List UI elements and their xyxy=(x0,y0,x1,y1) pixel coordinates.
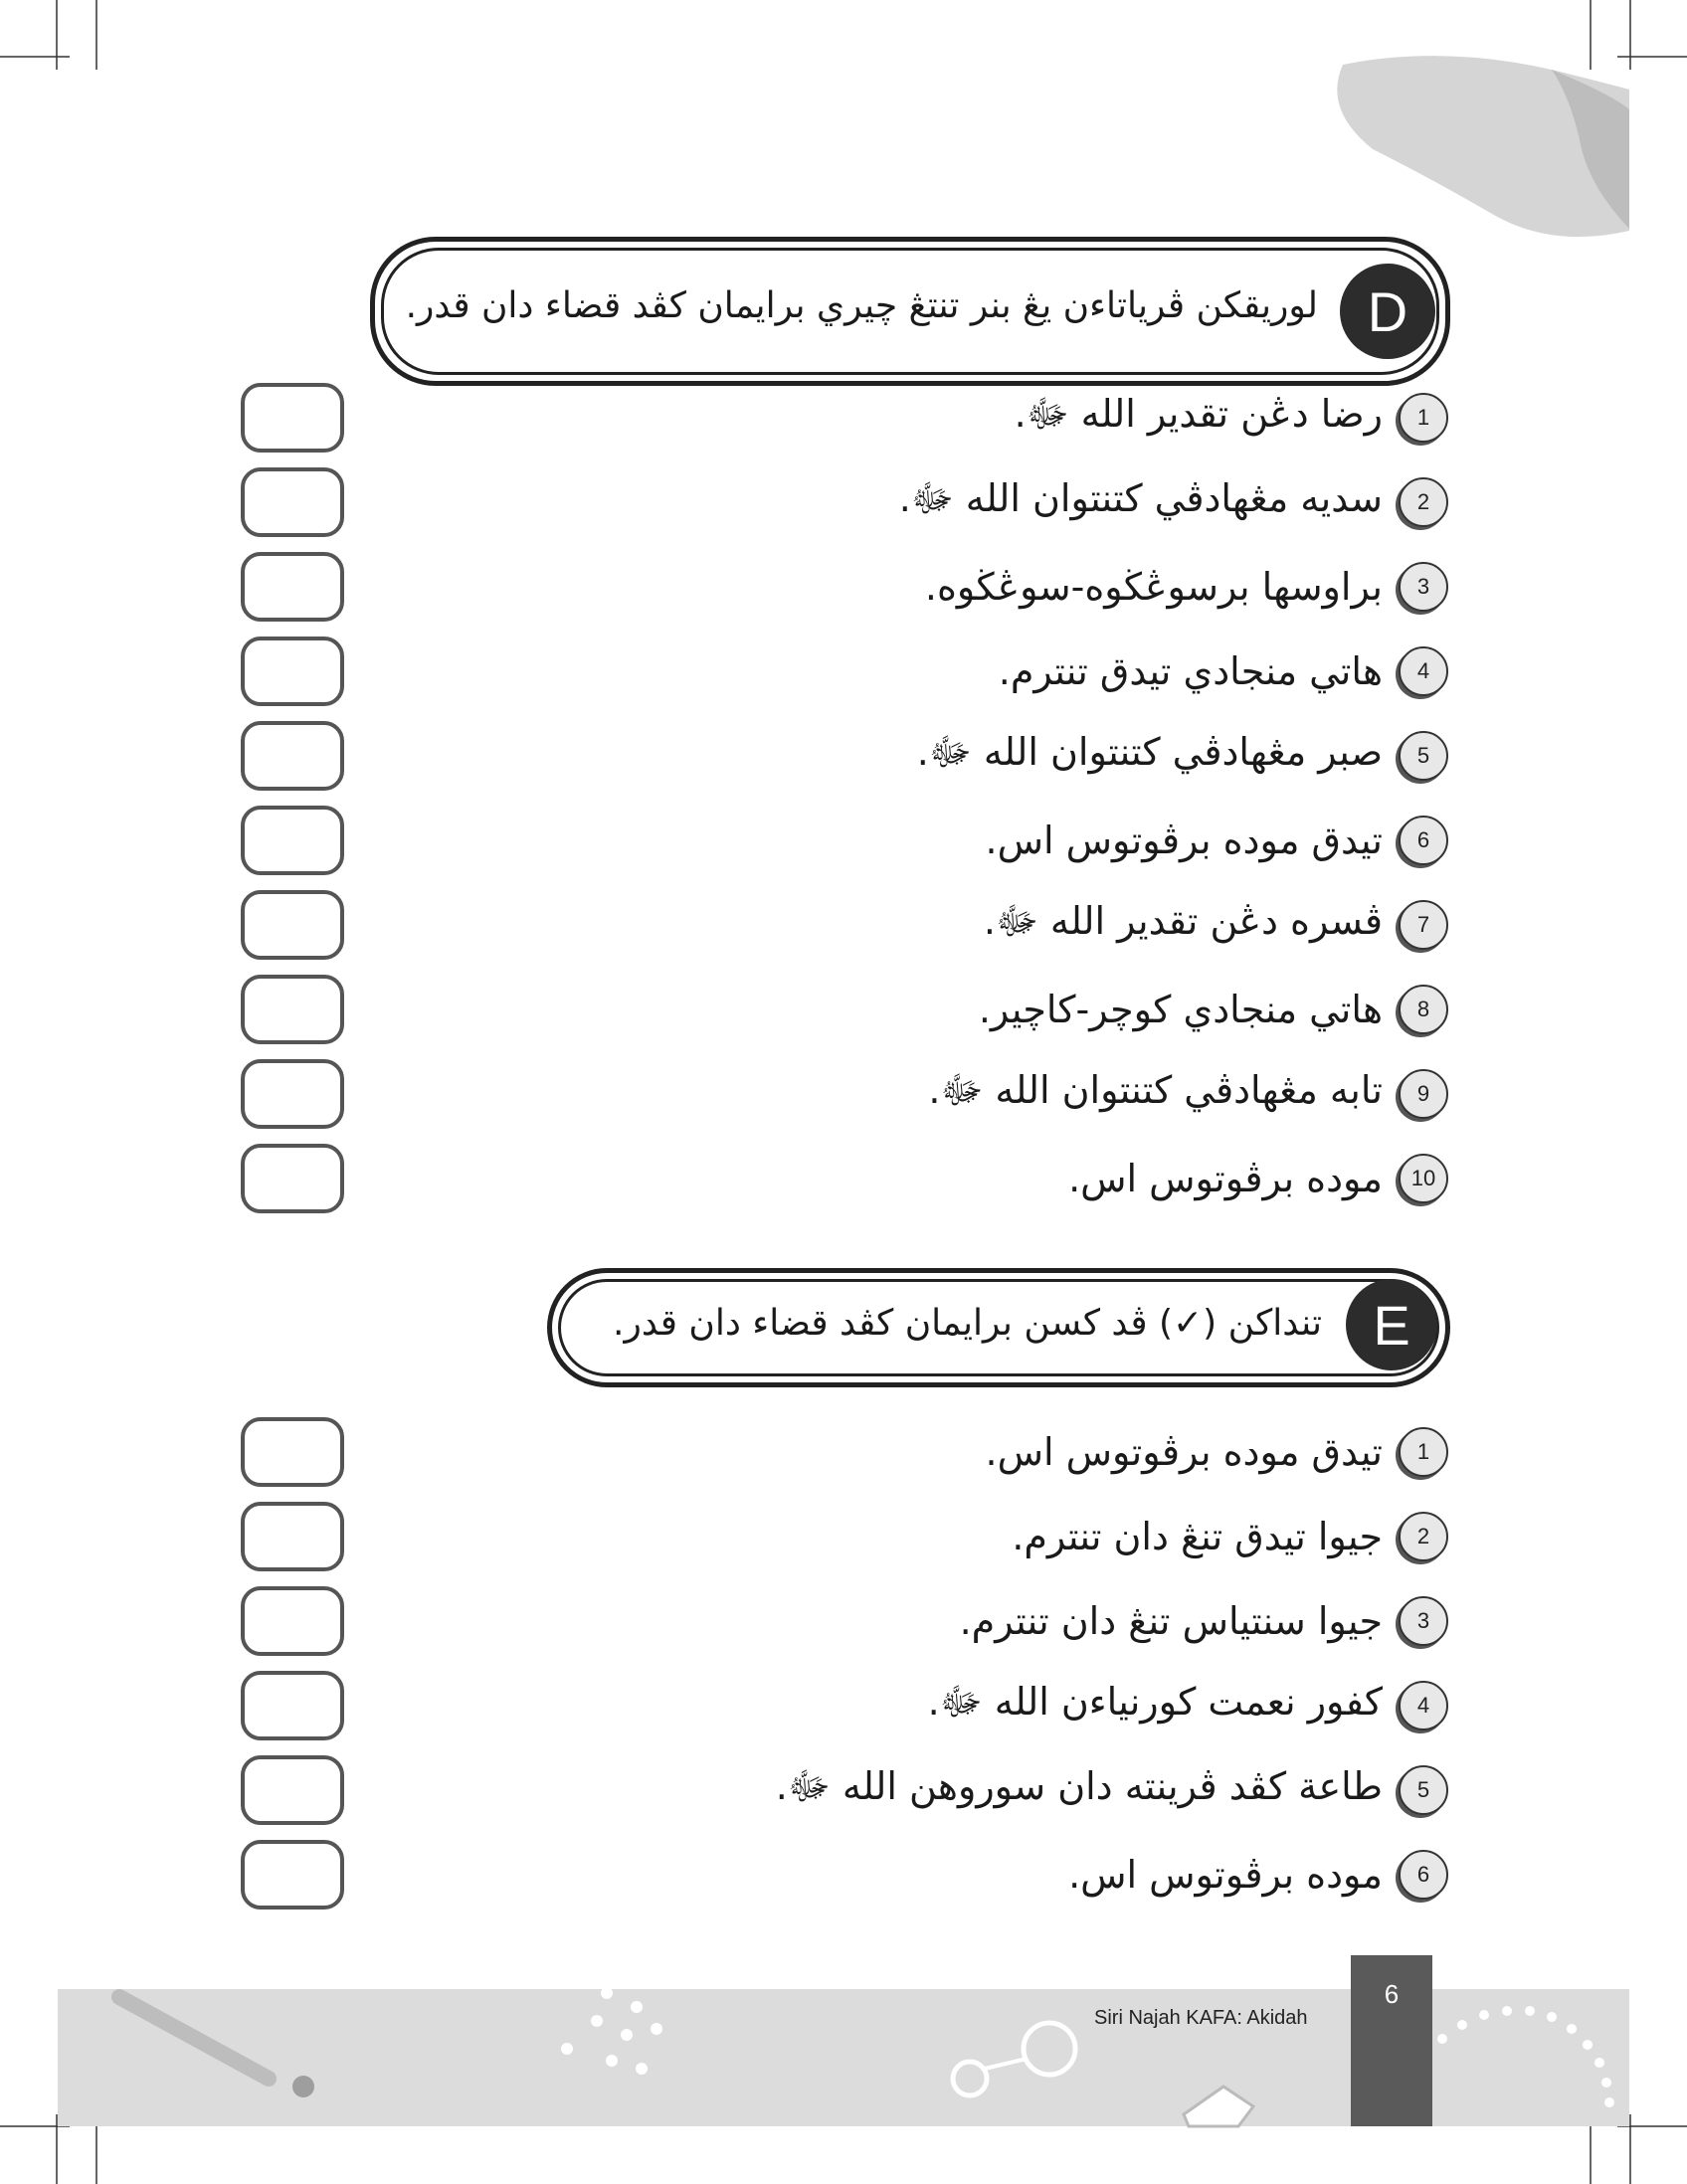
item-number: 9 xyxy=(1399,1069,1448,1119)
item-text: موده برڤوتوس اس. xyxy=(1068,1157,1383,1200)
item-number: 5 xyxy=(1399,1765,1448,1815)
item-text: تيدق موده برڤوتوس اس. xyxy=(985,1430,1383,1474)
item-number: 5 xyxy=(1399,731,1448,781)
item-text: صبر مڠهادڤي كتنتوان الله ﷻ. xyxy=(916,729,1383,774)
section-d-instruction: لوريقكن ڤرياتاءن يڠ بنر تنتڠ چيري برايمان كڤد قضاء دان قدر. xyxy=(405,285,1318,326)
item-text: رضا دڠن تقدير الله ﷻ. xyxy=(1014,391,1383,436)
item-number: 7 xyxy=(1399,900,1448,950)
item-number: 4 xyxy=(1399,1681,1448,1730)
item-number: 6 xyxy=(1399,1850,1448,1900)
item-number: 6 xyxy=(1399,816,1448,865)
item-text: هاتي منجادي كوچر-كاچير. xyxy=(978,988,1383,1031)
item-number: 2 xyxy=(1399,1512,1448,1561)
item-text: هاتي منجادي تيدق تنترم. xyxy=(998,649,1383,693)
series-title: Siri Najah KAFA: Akidah xyxy=(1094,2007,1308,2029)
section-e-badge: E xyxy=(1346,1279,1437,1370)
item-text: ڤسره دڠن تقدير الله ﷻ. xyxy=(983,898,1383,943)
item-text: تابه مڠهادڤي كتنتوان الله ﷻ. xyxy=(928,1067,1383,1112)
item-number: 10 xyxy=(1399,1154,1448,1203)
item-text: براوسها برسوڠڬوه-سوڠڬوه. xyxy=(924,565,1383,609)
section-d-badge: D xyxy=(1340,264,1435,359)
item-text: طاعة كڤد ڤرينته دان سوروهن الله ﷻ. xyxy=(775,1763,1383,1808)
item-text: موده برڤوتوس اس. xyxy=(1068,1853,1383,1897)
item-number: 8 xyxy=(1399,985,1448,1034)
item-number: 3 xyxy=(1399,1596,1448,1646)
item-text: تيدق موده برڤوتوس اس. xyxy=(985,819,1383,862)
item-number: 3 xyxy=(1399,562,1448,612)
item-number: 1 xyxy=(1399,1427,1448,1477)
item-text: سديه مڠهادڤي كتنتوان الله ﷻ. xyxy=(898,475,1383,520)
item-number: 4 xyxy=(1399,646,1448,696)
item-text: كفور نعمت كورنياءن الله ﷻ. xyxy=(927,1679,1383,1724)
section-e-instruction: تنداكن (✓) ڤد كسن برايمان كڤد قضاء دان قدر. xyxy=(613,1303,1322,1344)
page-number: 6 xyxy=(1384,1979,1400,2009)
item-number: 1 xyxy=(1399,393,1448,443)
item-text: جيوا تيدق تنڠ دان تنترم. xyxy=(1012,1515,1383,1558)
item-text: جيوا سنتياس تنڠ دان تنترم. xyxy=(959,1599,1383,1643)
item-number: 2 xyxy=(1399,477,1448,527)
